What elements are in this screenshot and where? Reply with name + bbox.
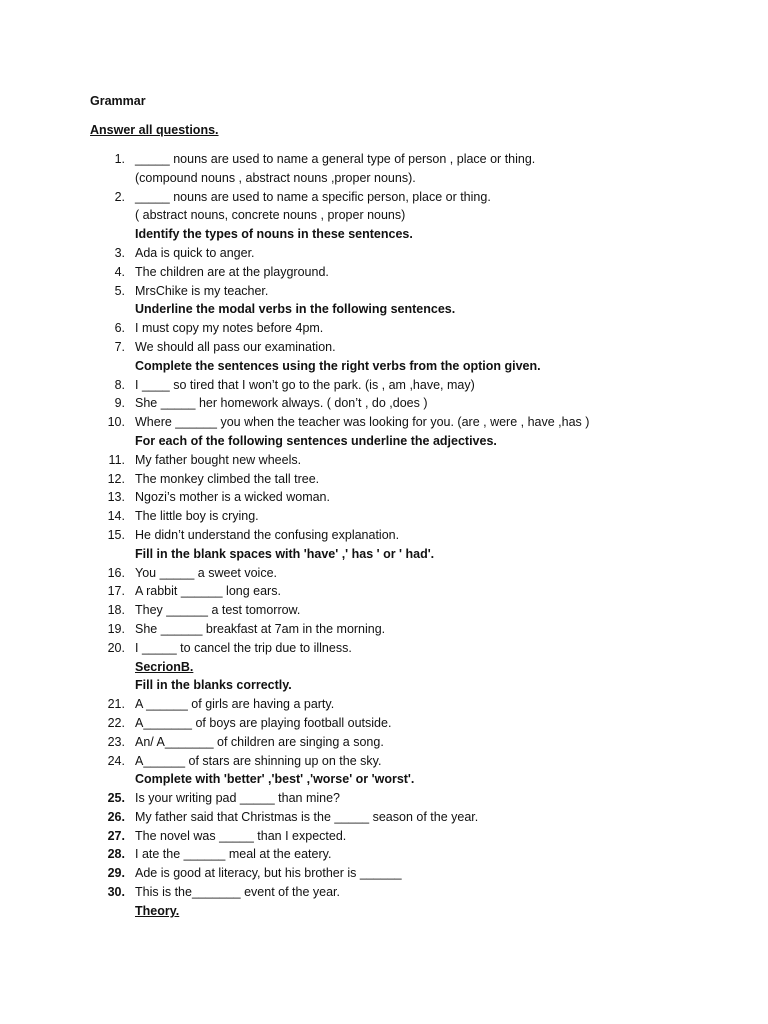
- question-text: A______ of stars are shinning up on the sky.: [135, 753, 382, 768]
- question-row: [0, 864, 768, 883]
- question-row: [0, 338, 768, 357]
- question-row: [0, 451, 768, 470]
- question-text: An/ A_______ of children are singing a song.: [135, 734, 384, 749]
- question-row: [0, 695, 768, 714]
- question-text: A_______ of boys are playing football outside.: [135, 715, 392, 730]
- question-row: [0, 620, 768, 639]
- question-number: 30.: [107, 885, 125, 900]
- section-instruction: [0, 225, 768, 244]
- question-number: 6.: [114, 321, 125, 336]
- instruction-text: Fill in the blank spaces with 'have' ,' has ' or ' had'.: [135, 546, 435, 561]
- document-instruction: Answer all questions.: [90, 123, 219, 137]
- question-number: 11.: [108, 452, 125, 467]
- instruction-text: Identify the types of nouns in these sentences.: [135, 227, 413, 242]
- question-row: [0, 526, 768, 545]
- question-number: 28.: [107, 847, 125, 862]
- question-number: 25.: [107, 791, 125, 806]
- question-text: The monkey climbed the tall tree.: [135, 471, 320, 486]
- question-number: 19.: [107, 621, 125, 636]
- question-number: 22.: [107, 715, 125, 730]
- question-row: [0, 564, 768, 583]
- question-row: [0, 582, 768, 601]
- section-title: [0, 902, 768, 921]
- question-text: She ______ breakfast at 7am in the morning.: [135, 621, 386, 636]
- question-row: [0, 808, 768, 827]
- question-text: _____ nouns are used to name a specific person, place or thing.: [135, 189, 491, 204]
- instruction-text: Complete the sentences using the right verbs from the option given.: [135, 358, 541, 373]
- question-number: 21.: [107, 697, 125, 712]
- question-row: [0, 752, 768, 771]
- question-number: 20.: [107, 640, 125, 655]
- question-number: 18.: [107, 603, 125, 618]
- question-text: He didn’t understand the confusing explanation.: [135, 527, 400, 542]
- question-row: [0, 639, 768, 658]
- question-row: [0, 150, 768, 169]
- question-number: 15.: [107, 527, 125, 542]
- question-text: MrsChike is my teacher.: [135, 283, 269, 298]
- question-text: They ______ a test tomorrow.: [135, 603, 301, 618]
- question-text: I must copy my notes before 4pm.: [135, 321, 324, 336]
- question-number: 23.: [107, 734, 125, 749]
- section-title: [0, 658, 768, 677]
- question-text: Where ______ you when the teacher was looking for you. (are , were , have ,has ): [135, 415, 590, 430]
- question-row: [0, 714, 768, 733]
- question-number: 12.: [107, 471, 125, 486]
- question-row: [0, 883, 768, 902]
- question-number: 16.: [107, 565, 125, 580]
- question-row: [0, 413, 768, 432]
- question-text: Ada is quick to anger.: [135, 245, 255, 260]
- question-text: I _____ to cancel the trip due to illness.: [135, 640, 352, 655]
- document-title: Grammar: [90, 94, 146, 108]
- question-number: 10.: [107, 415, 125, 430]
- question-number: 2.: [114, 189, 125, 204]
- question-number: 1.: [114, 152, 125, 166]
- question-text: My father bought new wheels.: [135, 452, 302, 467]
- question-text: I ate the ______ meal at the eatery.: [135, 847, 332, 862]
- question-row: [0, 470, 768, 489]
- section-instruction: [0, 357, 768, 376]
- question-text: This is the_______ event of the year.: [135, 885, 340, 900]
- question-text: The novel was _____ than I expected.: [135, 828, 347, 843]
- section-instruction: [0, 432, 768, 451]
- section-instruction: [0, 676, 768, 695]
- question-row: [0, 188, 768, 207]
- question-text: I ____ so tired that I won’t go to the park. (is , am ,have, may): [135, 377, 475, 392]
- question-row: [0, 488, 768, 507]
- question-list: [0, 150, 768, 921]
- section-text: SecrionB.: [135, 659, 194, 674]
- question-row: [0, 319, 768, 338]
- question-number: 29.: [107, 866, 125, 881]
- question-text: My father said that Christmas is the _____ season of the year.: [135, 809, 479, 824]
- question-number: 17.: [107, 584, 125, 599]
- section-instruction: [0, 300, 768, 319]
- question-row: [0, 845, 768, 864]
- question-row: [0, 376, 768, 395]
- question-number: 13.: [107, 490, 125, 505]
- question-number: 27.: [107, 828, 125, 843]
- question-row: [0, 827, 768, 846]
- question-number: 4.: [114, 264, 125, 279]
- question-number: 26.: [107, 809, 125, 824]
- question-number: 9.: [114, 396, 125, 411]
- section-instruction: [0, 770, 768, 789]
- question-text: _____ nouns are used to name a general type of person , place or thing.: [135, 152, 536, 166]
- question-row: [0, 244, 768, 263]
- section-text: Theory.: [135, 903, 180, 918]
- instruction-text: For each of the following sentences underline the adjectives.: [135, 433, 497, 448]
- question-text: You _____ a sweet voice.: [135, 565, 278, 580]
- question-text: ( abstract nouns, concrete nouns , proper nouns): [135, 208, 406, 223]
- instruction-text: Fill in the blanks correctly.: [135, 678, 292, 693]
- question-number: 14.: [107, 509, 125, 524]
- question-text: Ngozi’s mother is a wicked woman.: [135, 490, 330, 505]
- question-row: [0, 601, 768, 620]
- question-text: She _____ her homework always. ( don’t , do ,does ): [135, 396, 428, 411]
- question-text: The little boy is crying.: [135, 509, 259, 524]
- question-text: A rabbit ______ long ears.: [135, 584, 281, 599]
- question-options: [0, 206, 768, 225]
- question-row: [0, 507, 768, 526]
- question-number: 7.: [114, 339, 125, 354]
- question-row: [0, 733, 768, 752]
- section-instruction: [0, 545, 768, 564]
- instruction-text: Complete with 'better' ,'best' ,'worse' or 'worst'.: [135, 772, 415, 787]
- question-number: 24.: [107, 753, 125, 768]
- question-row: [0, 263, 768, 282]
- question-text: A ______ of girls are having a party.: [135, 697, 335, 712]
- question-number: 3.: [114, 245, 125, 260]
- instruction-text: Underline the modal verbs in the following sentences.: [135, 302, 456, 317]
- question-text: Ade is good at literacy, but his brother is ______: [135, 866, 402, 881]
- question-row: [0, 394, 768, 413]
- question-options: [0, 169, 768, 188]
- question-text: Is your writing pad _____ than mine?: [135, 791, 340, 806]
- question-number: 5.: [114, 283, 125, 298]
- question-text: The children are at the playground.: [135, 264, 329, 279]
- question-row: [0, 789, 768, 808]
- question-number: 8.: [114, 377, 125, 392]
- question-text: We should all pass our examination.: [135, 339, 336, 354]
- question-text: (compound nouns , abstract nouns ,proper nouns).: [135, 170, 416, 185]
- question-row: [0, 282, 768, 301]
